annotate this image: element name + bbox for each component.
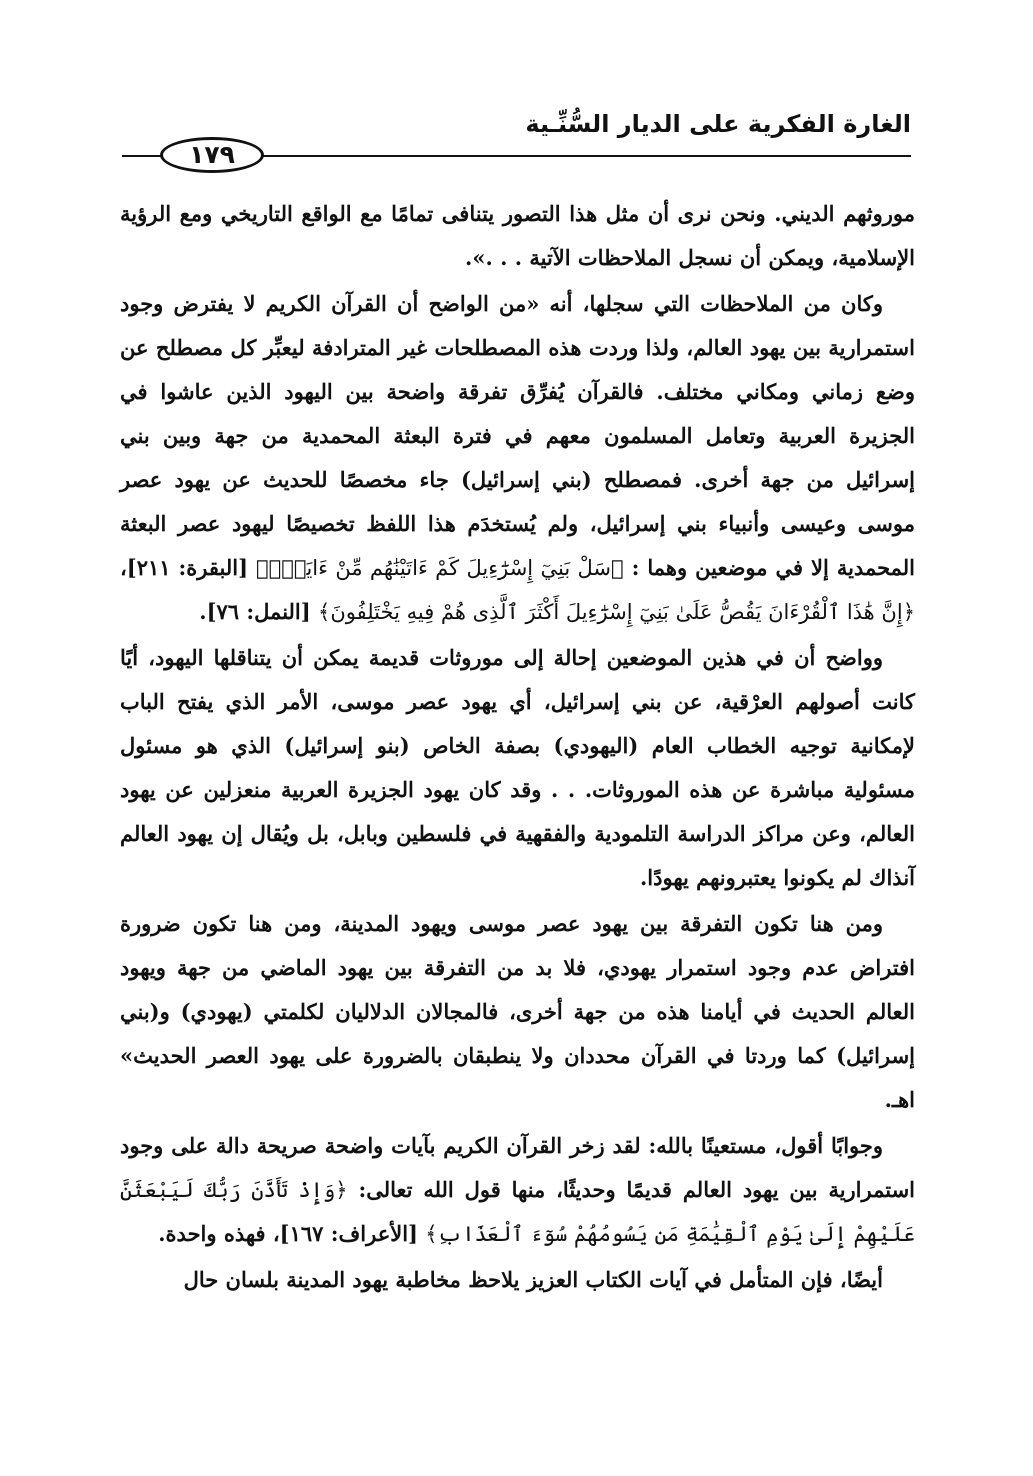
page-number: ١٧٩: [189, 140, 235, 169]
paragraph-2-text: وكان من الملاحظات التي سجلها، أنه «من الواضح أن القرآن الكريم لا يفترض وجود استمرارية بين يهود العالم، ولذا وردت هذه المصطلحات غير المترادفة ليعبِّر كل مصطلح عن وضع زماني ومكاني مختلف. فالقرآن يُفرِّق تفرقة واضحة بين اليهود الذين عاشوا في الجزيرة العربية وتعامل المسلمون معهم في فترة البعثة المحمدية من جهة وبين بني إسرائيل من جهة أخرى. فمصطلح (بني إسرائيل) جاء مخصصًا للحديث عن يهود عصر موسى وعيسى وأنبياء بني إسرائيل، ولم يُستخدَم هذا اللفظ تخصيصًا ليهود عصر البعثة المحمدية إلا في موضعين وهما :: [120, 291, 916, 580]
quran-verse-3: ﴿وَإِذْ تَأَذَّنَ رَبُّكَ لَيَبْعَثَنَّ عَلَيْهِمْ إِلَىٰ يَوْمِ ٱلْقِيَٰمَةِ مَن يَسُومُهُمْ سُوٓءَ ٱلْعَذَابِ﴾: [120, 1178, 915, 1246]
quran-verse-2: ﴿إِنَّ هَٰذَا ٱلْقُرْءَانَ يَقُصُّ عَلَىٰ بَنِيٓ إِسْرَٰٓءِيلَ أَكْثَرَ ٱلَّذِى هُمْ فِيهِ يَخْتَلِفُونَ﴾: [318, 600, 915, 624]
verse-reference-1: [البقرة: ٢١١]،: [120, 555, 249, 580]
paragraph-5: [120, 1124, 915, 1256]
verse-reference-3: [الأعراف: ١٦٧]، فهذه واحدة.: [158, 1221, 418, 1246]
running-header-title: الغارة الفكرية على الديار السُّنِّـية: [525, 110, 911, 138]
paragraph-1: موروثهم الديني. ونحن نرى أن مثل هذا التصور يتنافى تمامًا مع الواقع التاريخي ومع الرؤية الإسلامية، ويمكن أن نسجل الملاحظات الآتية . . .».: [120, 201, 915, 270]
paragraph-5-text: وجوابًا أقول، مستعينًا بالله: لقد زخر القرآن الكريم بآيات واضحة صريحة دالة على وجود استمرارية بين يهود العالم قديمًا وحديثًا، منها قول الله تعالى:: [120, 1133, 916, 1202]
paragraph-6: أيضًا، فإن المتأمل في آيات الكتاب العزيز يلاحظ مخاطبة يهود المدينة بلسان حال: [183, 1267, 883, 1292]
page-number-badge: [160, 137, 264, 173]
paragraph-3: وواضح أن في هذين الموضعين إحالة إلى موروثات قديمة يمكن أن يتناقلها اليهود، أيًا كانت أصولهم العرْقية، عن بني إسرائيل، أي يهود عصر موسى، الأمر الذي يفتح الباب لإمكانية توجيه الخطاب العام (اليهودي) بصفة الخاص (بنو إسرائيل) الذي هو مسئول مسئولية مباشرة عن هذه الموروثات. . . وقد كان يهود الجزيرة العربية منعزلين عن يهود العالم، وعن مراكز الدراسة التلمودية والفقهية في فلسطين وبابل، بل ويُقال إن يهود العالم آنذاك لم يكونوا يعتبرونهم يهودًا.: [120, 645, 915, 890]
quran-verse-1: ﴿سَلْ بَنِيٓ إِسْرَٰٓءِيلَ كَمْ ءَاتَيْنَٰهُم مِّنْ ءَايَةٍۭ﴾: [256, 556, 624, 580]
paragraph-4: ومن هنا تكون التفرقة بين يهود عصر موسى ويهود المدينة، ومن هنا تكون ضرورة افتراض عدم وجود استمرار يهودي، فلا بد من التفرقة بين يهود الماضي من جهة ويهود العالم الحديث في أيامنا هذه من جهة أخرى، فالمجالان الدلاليان لكلمتي (يهودي) و(بني إسرائيل) كما وردتا في القرآن محددان ولا ينطبقان بالضرورة على يهود العصر الحديث» اهـ.: [120, 911, 915, 1112]
body-text: [120, 192, 915, 1304]
verse-reference-2: [النمل: ٧٦].: [199, 599, 311, 624]
paragraph-2: [120, 282, 915, 634]
